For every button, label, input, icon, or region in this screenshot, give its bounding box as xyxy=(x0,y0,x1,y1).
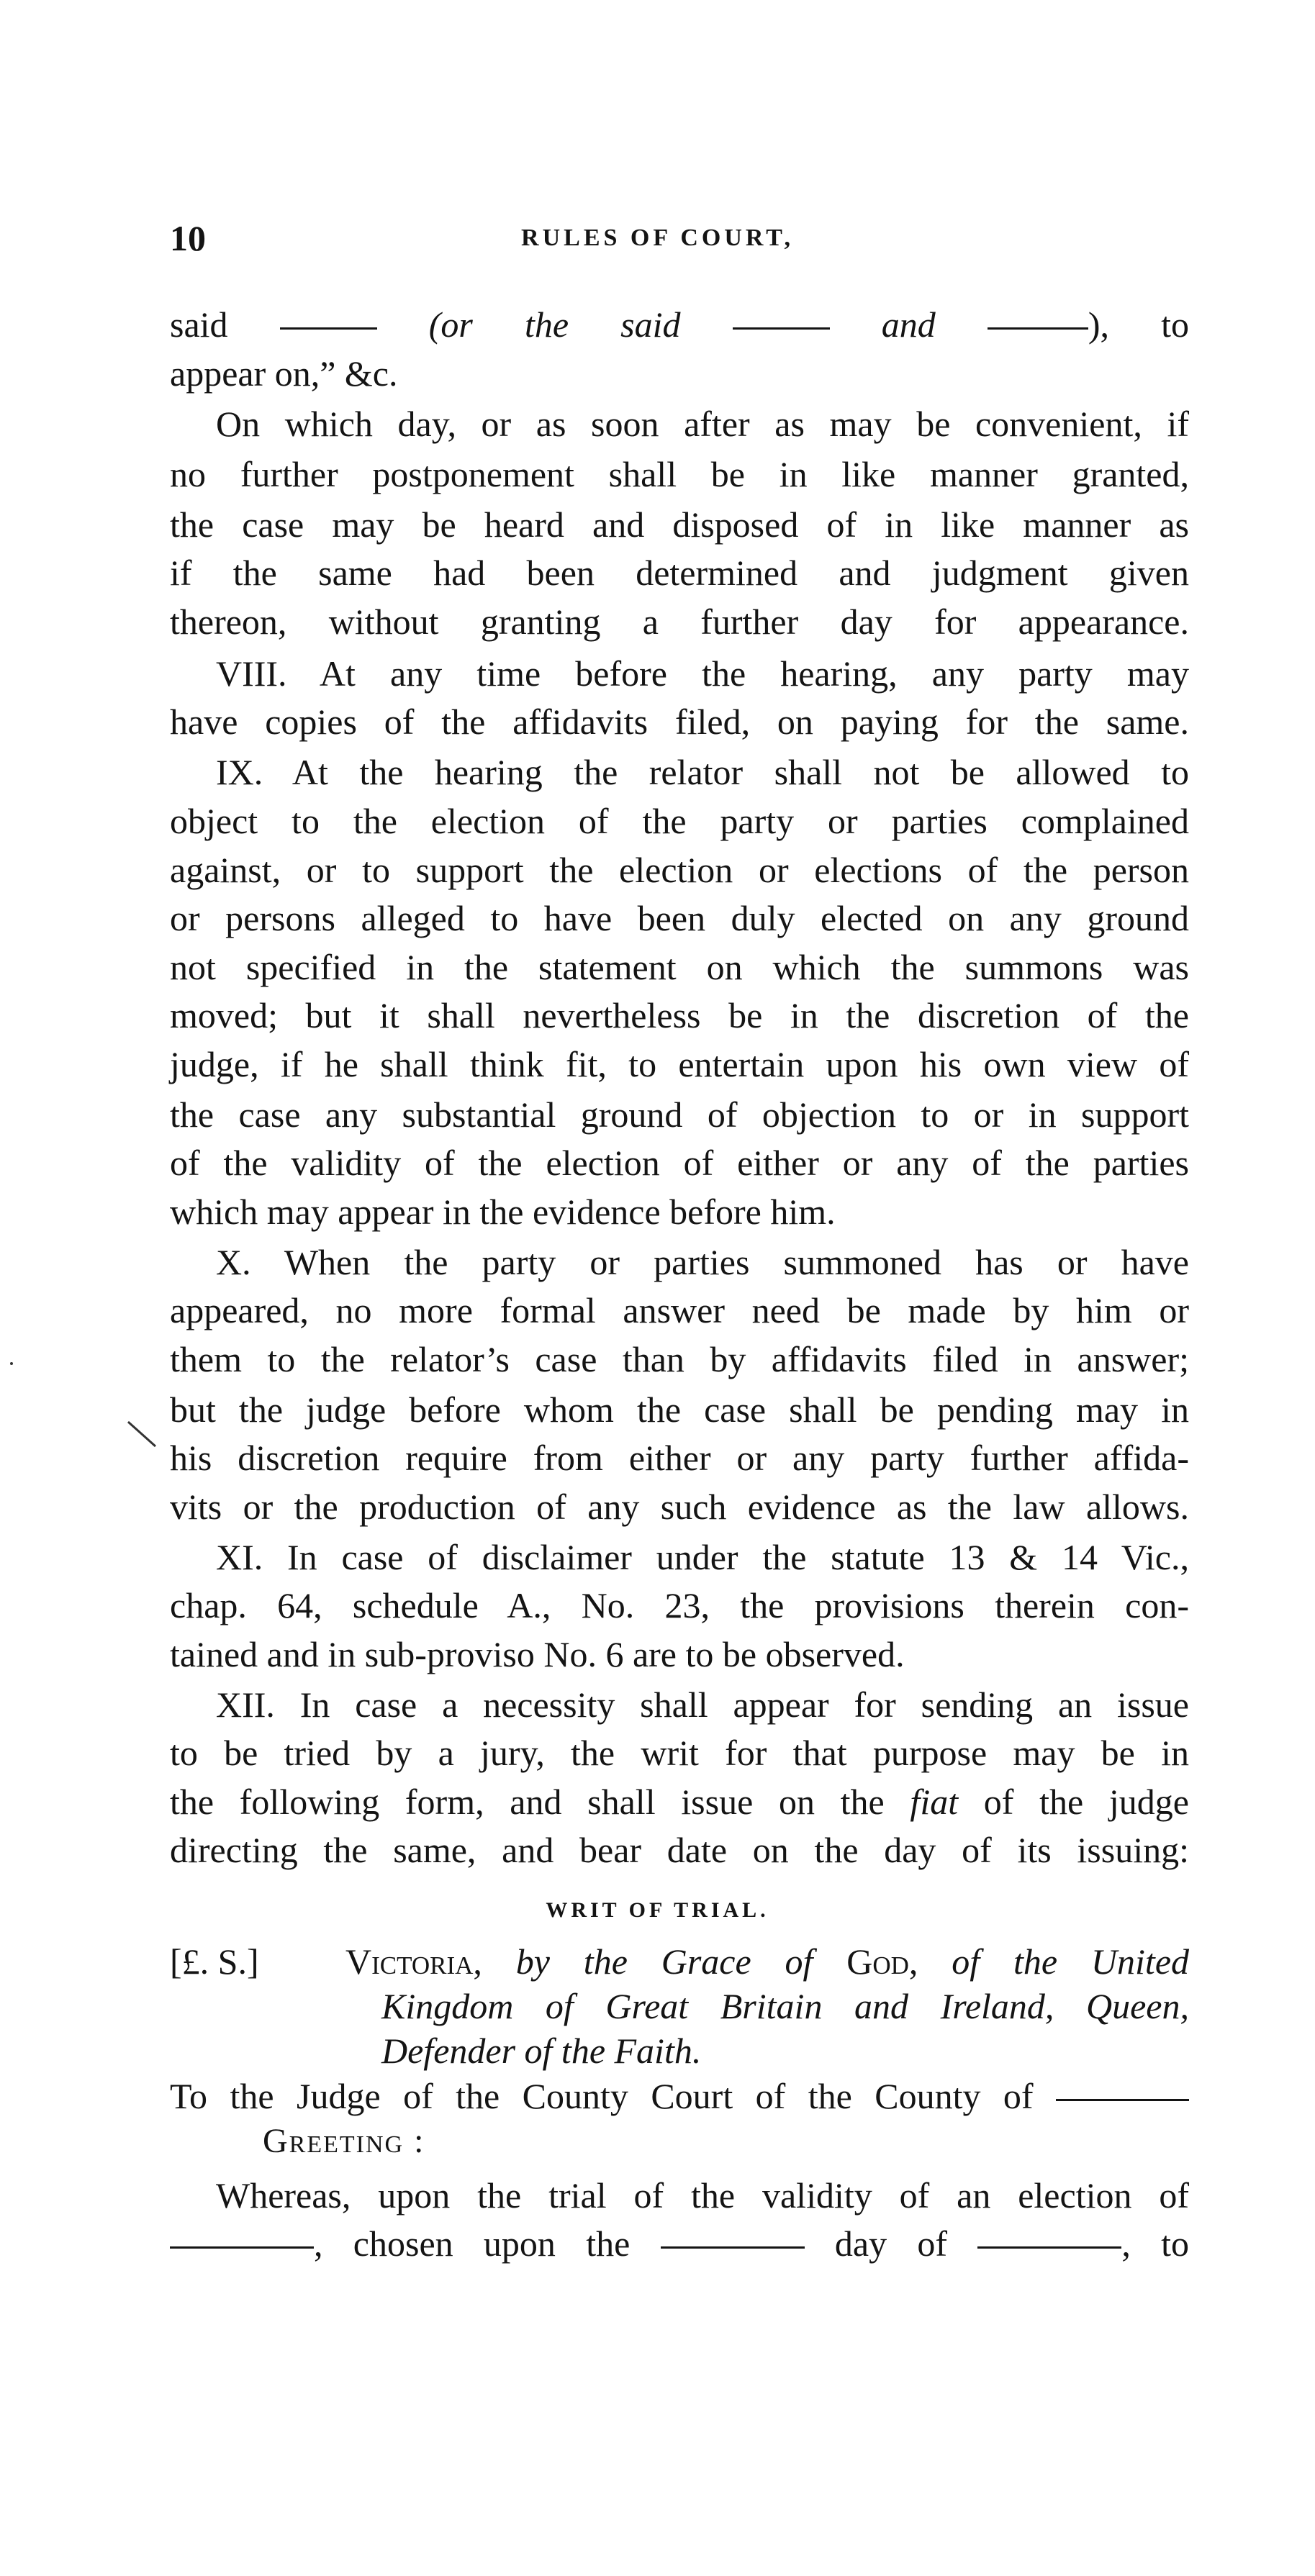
text-line: them to the relator’s case than by affidavits filed in answer; xyxy=(170,1339,1189,1379)
blank-line xyxy=(1056,2099,1189,2101)
page-number: 10 xyxy=(170,218,206,258)
blank-line xyxy=(661,2246,805,2249)
text-line: which may appear in the evidence before him. xyxy=(170,1192,836,1232)
blank-line xyxy=(977,2246,1121,2249)
text-fragment: fiat xyxy=(910,1782,959,1822)
text-line: his discretion require from either or any party further affida- xyxy=(170,1438,1189,1478)
text-line: moved; but it shall nevertheless be in the discretion of the xyxy=(170,995,1189,1035)
text-fragment: ), to xyxy=(1088,304,1190,345)
text-line: Whereas, upon the trial of the validity of an election of xyxy=(216,2175,1189,2216)
seal-mark: [£. S.] xyxy=(170,1941,259,1982)
text-line: XI. In case of disclaimer under the statute 13 & 14 Vic., xyxy=(216,1537,1189,1577)
text-line: not specified in the statement on which the summons was xyxy=(170,947,1189,987)
text-fragment: To the Judge of the County Court of the County of xyxy=(170,2076,1034,2116)
text-line: if the same had been determined and judgment given xyxy=(170,553,1189,593)
writ-style-line xyxy=(381,2028,1189,2073)
text-line: directing the same, and bear date on the day of its issuing: xyxy=(170,1830,1189,1870)
text-fragment: of the judge xyxy=(983,1782,1189,1822)
text-fragment: the following form, and shall issue on the xyxy=(170,1782,885,1822)
text-fragment: of the United xyxy=(952,1941,1190,1982)
text-line: judge, if he shall think fit, to entertain upon his own view of xyxy=(170,1044,1189,1084)
text-line: the case any substantial ground of objection to or in support xyxy=(170,1094,1189,1135)
text-line xyxy=(170,302,1189,347)
text-line: thereon, without granting a further day for appearance. xyxy=(170,602,1189,642)
text-fragment: and xyxy=(881,304,936,345)
text-line: VIII. At any time before the hearing, any party may xyxy=(216,653,1189,694)
text-line: IX. At the hearing the relator shall not be allowed to xyxy=(216,752,1189,792)
writ-style-line xyxy=(345,1939,1189,1984)
text-fragment: , chosen upon the xyxy=(314,2223,631,2264)
writ-style-line xyxy=(381,1984,1189,2028)
blank-line xyxy=(988,327,1088,330)
text-line: or persons alleged to have been duly elected on any ground xyxy=(170,898,1189,938)
text-line: but the judge before whom the case shall be pending may in xyxy=(170,1389,1189,1430)
text-fragment: said xyxy=(170,304,228,345)
text-line: the case may be heard and disposed of in like manner as xyxy=(170,504,1189,545)
text-line: XII. In case a necessity shall appear for sending an issue xyxy=(216,1684,1189,1725)
text-line: tained and in sub-proviso No. 6 are to be observed. xyxy=(170,1634,905,1674)
text-line xyxy=(170,1779,1189,1824)
blank-line xyxy=(280,327,377,330)
text-fragment: (or the said xyxy=(428,304,681,345)
text-line: no further postponement shall be in like manner granted, xyxy=(170,454,1189,494)
text-line: against, or to support the election or elections of the person xyxy=(170,850,1189,890)
text-line: to be tried by a jury, the writ for that purpose may be in xyxy=(170,1733,1189,1773)
blank-line xyxy=(170,2246,314,2249)
text-fragment: , to xyxy=(1121,2223,1190,2264)
blank-line xyxy=(733,327,830,330)
text-line: appeared, no more formal answer need be made by him or xyxy=(170,1290,1189,1330)
text-line: X. When the party or parties summoned has or have xyxy=(216,1242,1189,1282)
running-title: RULES OF COURT, xyxy=(521,225,794,251)
writ-title: WRIT OF TRIAL. xyxy=(546,1898,769,1922)
text-fragment: day of xyxy=(834,2223,948,2264)
text-fragment: Kingdom of Great Britain and Ireland, Queen, xyxy=(381,1986,1189,2026)
text-line: have copies of the affidavits filed, on paying for the same. xyxy=(170,702,1189,742)
text-line xyxy=(170,2074,1189,2118)
text-line: appear on,” &c. xyxy=(170,353,398,394)
text-line: On which day, or as soon after as may be convenient, if xyxy=(216,404,1189,444)
text-fragment: Victoria, xyxy=(345,1941,482,1982)
text-line: vits or the production of any such evidence as the law allows. xyxy=(170,1487,1189,1527)
margin-stroke-mark xyxy=(125,1418,161,1453)
text-fragment: Defender of the Faith. xyxy=(381,2031,702,2071)
text-fragment: by the Grace of xyxy=(515,1941,813,1982)
text-fragment: God, xyxy=(846,1941,918,1982)
text-line: object to the election of the party or parties complained xyxy=(170,801,1189,841)
stray-dot xyxy=(10,1362,13,1365)
text-line: chap. 64, schedule A., No. 23, the provisions therein con- xyxy=(170,1585,1189,1625)
text-line xyxy=(170,2221,1189,2266)
text-line: of the validity of the election of either or any of the parties xyxy=(170,1143,1189,1183)
greeting: Greeting : xyxy=(263,2122,425,2160)
